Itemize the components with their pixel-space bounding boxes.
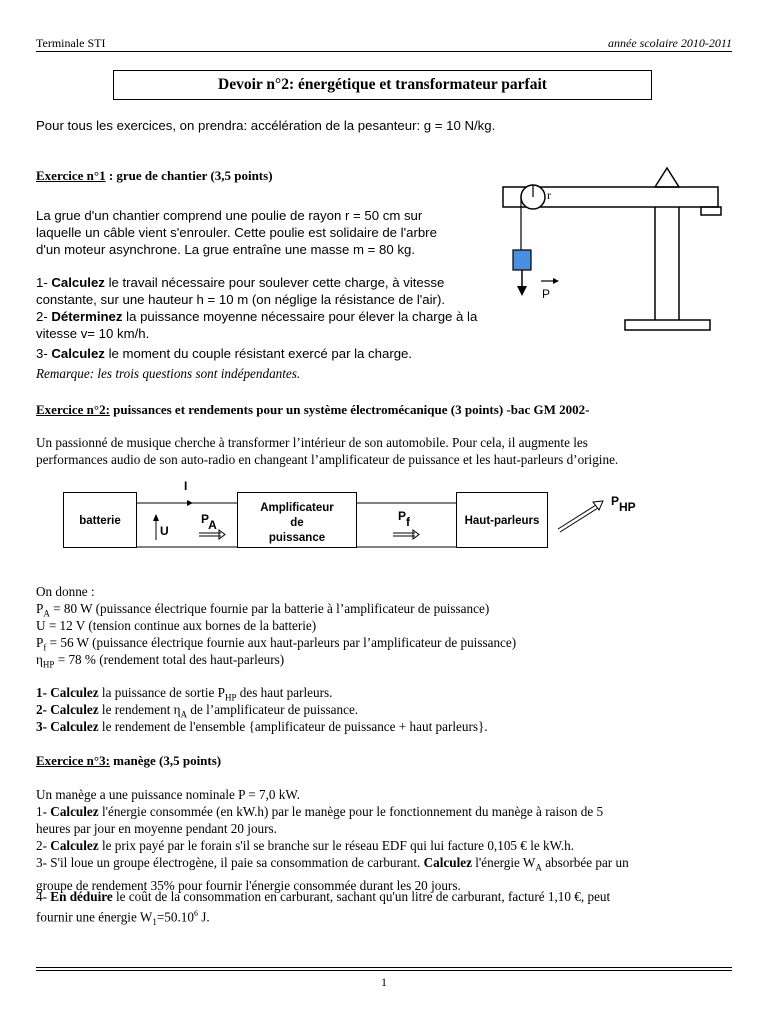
ex3-question-4: 4- En déduire le coût de la consommation en carburant, sachant qu'un litre de carburant, facturé 1,10 €, peut fournir une énergie $W_1=50.10^6$ J. [36,889,611,928]
label-php: PHP [611,494,636,514]
ex1-paragraph: La grue d'un chantier comprend une poulie de rayon r = 50 cm sur laquelle un câble vient s'enrouler. Cette poulie est solidaire de l'arbre d'un moteur asynchrone. La grue entraîne une masse m = 80 kg. [36,208,437,257]
ex3-question-1: 1- Calculez l'énergie consommée (en kW.h) par le manège pour le fonctionnement du manège à raison de 5 heures par jour en moyenne pendant 20 jours. [36,804,604,836]
crane-p-label: P [542,287,551,301]
ex2-heading: Exercice n°2: puissances et rendements pour un système électromécanique (3 points) -bac GM 2002- [36,402,590,417]
load-mass [513,250,531,270]
label-pf: Pf [398,509,411,529]
header-left: Terminale STI [36,36,106,50]
page-title: Devoir n°2: énergétique et transformateur parfait [113,70,652,100]
footer-rule-1 [36,967,732,968]
sound-output-arrow [556,497,606,533]
block-speakers: Haut-parleurs [456,492,548,548]
ex2-question-2: 2- Calculez le rendement $\eta_A$ de l’amplificateur de puissance. [36,702,359,720]
ex2-question-3: 3- Calculez le rendement de l'ensemble {amplificateur de puissance + haut parleurs}. [36,719,488,734]
crane-tip [655,168,679,187]
crane-r-label: r [547,188,551,202]
ex3-question-3: 3- S'il loue un groupe électrogène, il paie sa consommation de carburant. Calculez l'énergie $W_A$ absorbée par un groupe de rendement 35% pour fournir l'énergie consommée durant les 20 jours. [36,855,629,893]
crane-figure [495,160,735,340]
header-right: année scolaire 2010-2011 [608,36,732,50]
crane-counterweight [701,207,721,215]
ex1-heading: Exercice n°1 : grue de chantier (3,5 points) [36,168,273,183]
block-battery: batterie [63,492,137,548]
ex2-question-1: 1- Calculez la puissance de sortie $P_{HP}$ des haut parleurs. [36,685,333,703]
current-arrow [187,500,193,506]
footer-rule-2 [36,970,732,971]
voltage-arrow [153,514,159,521]
label-pa: PA [201,512,217,532]
ex3-intro: Un manège a une puissance nominale P = 7,0 kW. [36,787,300,802]
crane-base [625,320,710,330]
given-label: On donne : [36,584,95,599]
label-current-i: I [184,479,188,493]
ex1-question-1: 1- Calculez le travail nécessaire pour soulever cette charge, à vitesse constante, sur une hauteur h = 10 m (on néglige la résistance de l'air). [36,275,446,307]
ex3-heading: Exercice n°3: manège (3,5 points) [36,753,222,768]
ex2-paragraph: Un passionné de musique cherche à transformer l’intérieur de son automobile. Pour cela, il augmente les performances audio de son auto-radio en changeant l’amplificateur de puissance et les haut-parleurs d’origine. [36,435,619,467]
block-amplifier: Amplificateur de puissance [237,492,357,548]
ex1-remark: Remarque: les trois questions sont indépendantes. [36,366,301,381]
given-pa: $P_A = 80$ W (puissance électrique fournie par la batterie à l’amplificateur de puissance) [36,601,490,619]
page-number: 1 [381,975,387,989]
given-u: U = 12 V (tension continue aux bornes de la batterie) [36,618,317,633]
header-rule [36,51,732,52]
ex3-question-2: 2- Calculez le prix payé par le forain s'il se branche sur le réseau EDF qui lui facture 0,105 € le kW.h. [36,838,575,853]
ex1-question-2: 2- Déterminez la puissance moyenne nécessaire pour élever la charge à la vitesse v= 10 km/h. [36,309,478,341]
given-eta-hp: $\eta_{HP} = 78$ % (rendement total des haut-parleurs) [36,652,285,670]
label-voltage-u: U [160,524,169,538]
intro-text: Pour tous les exercices, on prendra: accélération de la pesanteur: g = 10 N/kg. [36,118,496,133]
ex1-question-3: 3- Calculez le moment du couple résistant exercé par la charge. [36,346,413,361]
weight-arrow [517,286,527,296]
given-pf: $P_f = 56$ W (puissance électrique fournie aux haut-parleurs par l’amplificateur de puissance) [36,635,517,653]
